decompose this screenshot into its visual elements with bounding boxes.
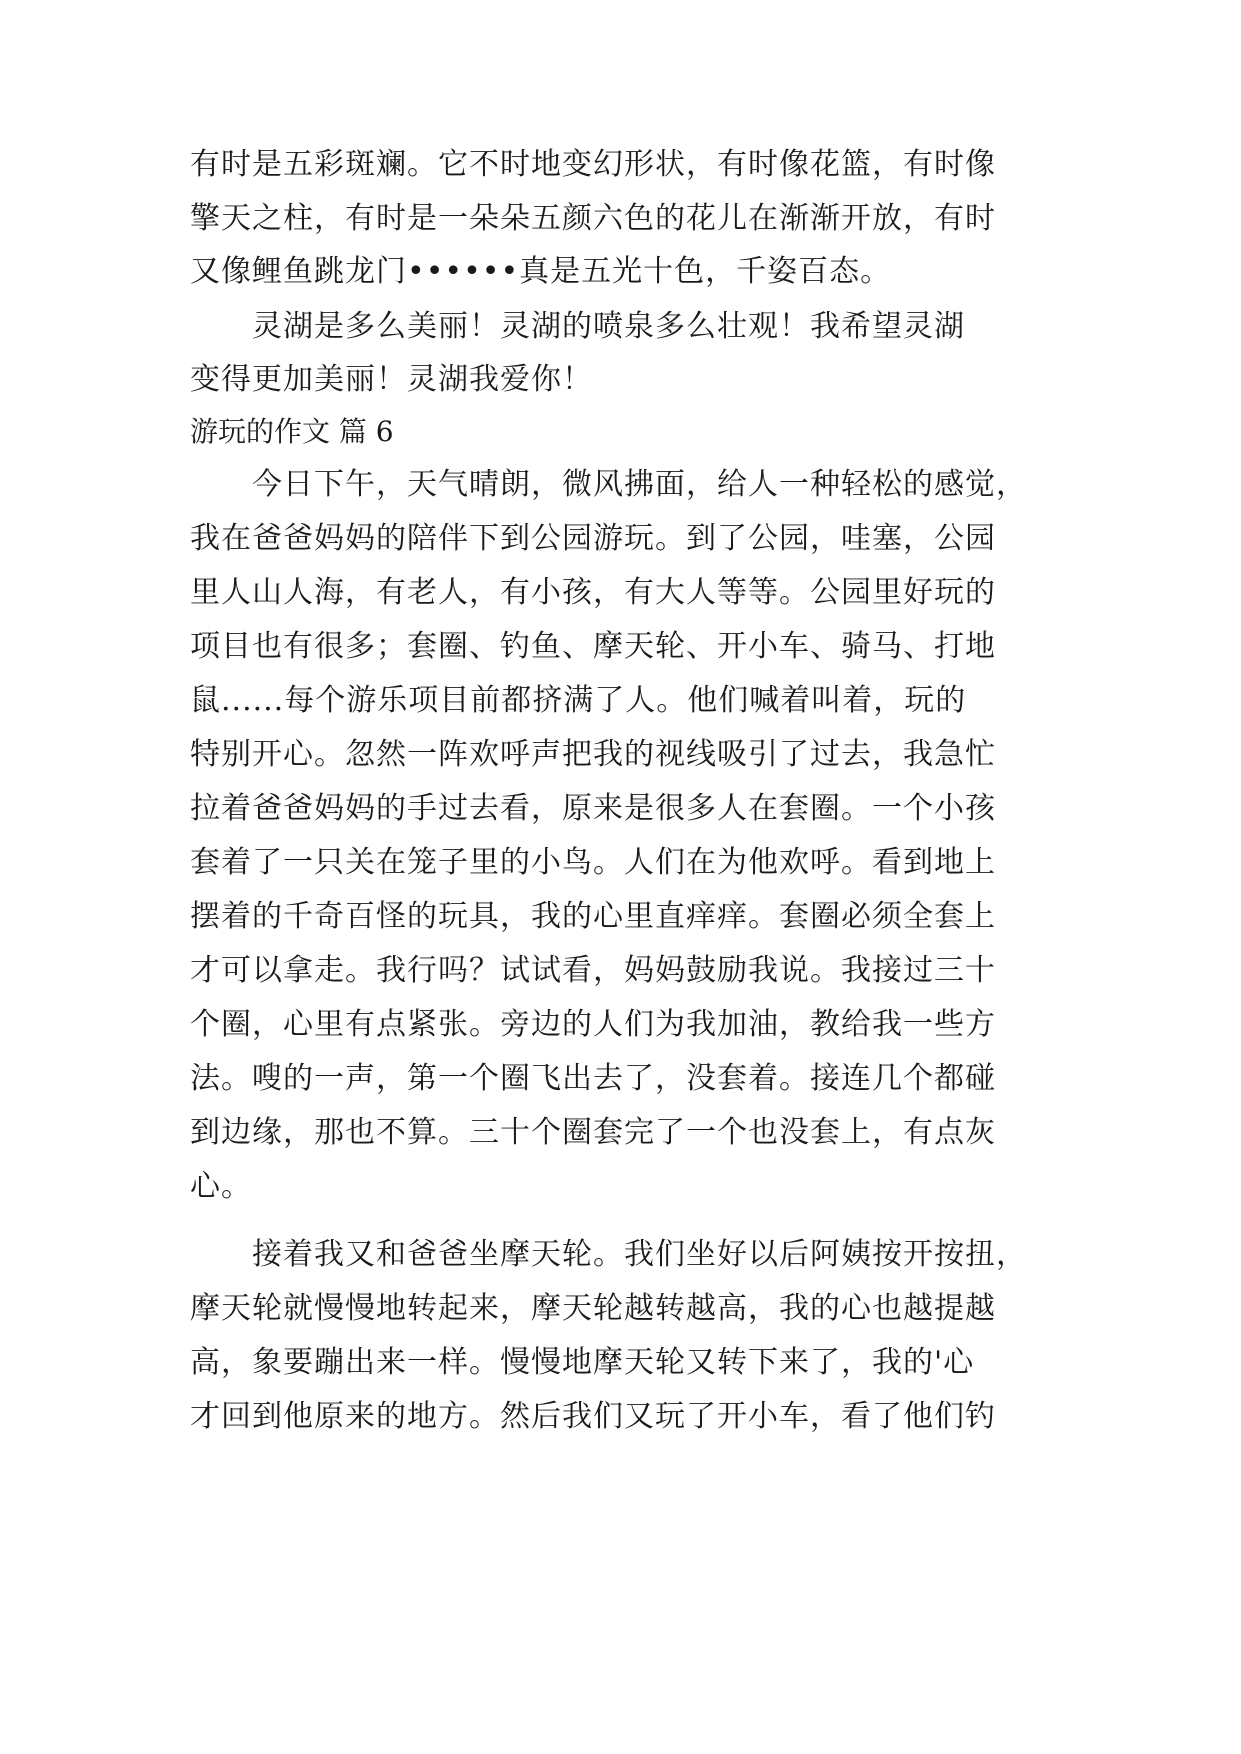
text-line: 到边缘，那也不算。三十个圈套完了一个也没套上，有点灰 — [190, 1115, 996, 1150]
text-line: 个圈，心里有点紧张。旁边的人们为我加油，教给我一些方 — [190, 1007, 996, 1042]
section-heading: 游玩的作文 篇 6 — [190, 415, 394, 448]
text-line: 鼠......每个游乐项目前都挤满了人。他们喊着叫着，玩的 — [190, 683, 967, 718]
text-line: 法。嗖的一声，第一个圈飞出去了，没套着。接连几个都碰 — [190, 1061, 996, 1096]
text-line: 心。 — [190, 1169, 252, 1204]
text-line: 摩天轮就慢慢地转起来，摩天轮越转越高，我的心也越提越 — [190, 1291, 996, 1326]
text-line: 高，象要蹦出来一样。慢慢地摩天轮又转下来了，我的'心 — [190, 1345, 975, 1380]
text-line: 才回到他原来的地方。然后我们又玩了开小车，看了他们钓 — [190, 1399, 996, 1434]
text-line: 今日下午，天气晴朗，微风拂面，给人一种轻松的感觉， — [252, 467, 1027, 502]
text-line: 擎天之柱，有时是一朵朵五颜六色的花儿在渐渐开放，有时 — [190, 201, 996, 236]
text-line: 有时是五彩斑斓。它不时地变幻形状，有时像花篮，有时像 — [190, 147, 996, 182]
text-line: 摆着的千奇百怪的玩具，我的心里直痒痒。套圈必须全套上 — [190, 899, 996, 934]
text-line: 里人山人海，有老人，有小孩，有大人等等。公园里好玩的 — [190, 575, 996, 610]
text-line: 变得更加美丽！灵湖我爱你！ — [190, 362, 593, 397]
text-line: 套着了一只关在笼子里的小鸟。人们在为他欢呼。看到地上 — [190, 845, 996, 880]
text-line: 项目也有很多；套圈、钓鱼、摩天轮、开小车、骑马、打地 — [190, 629, 996, 664]
text-line: 才可以拿走。我行吗？试试看，妈妈鼓励我说。我接过三十 — [190, 953, 996, 988]
text-line: 接着我又和爸爸坐摩天轮。我们坐好以后阿姨按开按扭， — [252, 1237, 1027, 1272]
text-line: 我在爸爸妈妈的陪伴下到公园游玩。到了公园，哇塞，公园 — [190, 521, 996, 556]
text-line: 拉着爸爸妈妈的手过去看，原来是很多人在套圈。一个小孩 — [190, 791, 996, 826]
text-line: 灵湖是多么美丽！灵湖的喷泉多么壮观！我希望灵湖 — [252, 309, 965, 344]
text-line: 又像鲤鱼跳龙门••••••真是五光十色，千姿百态。 — [190, 254, 892, 289]
text-line: 特别开心。忽然一阵欢呼声把我的视线吸引了过去，我急忙 — [190, 737, 996, 772]
